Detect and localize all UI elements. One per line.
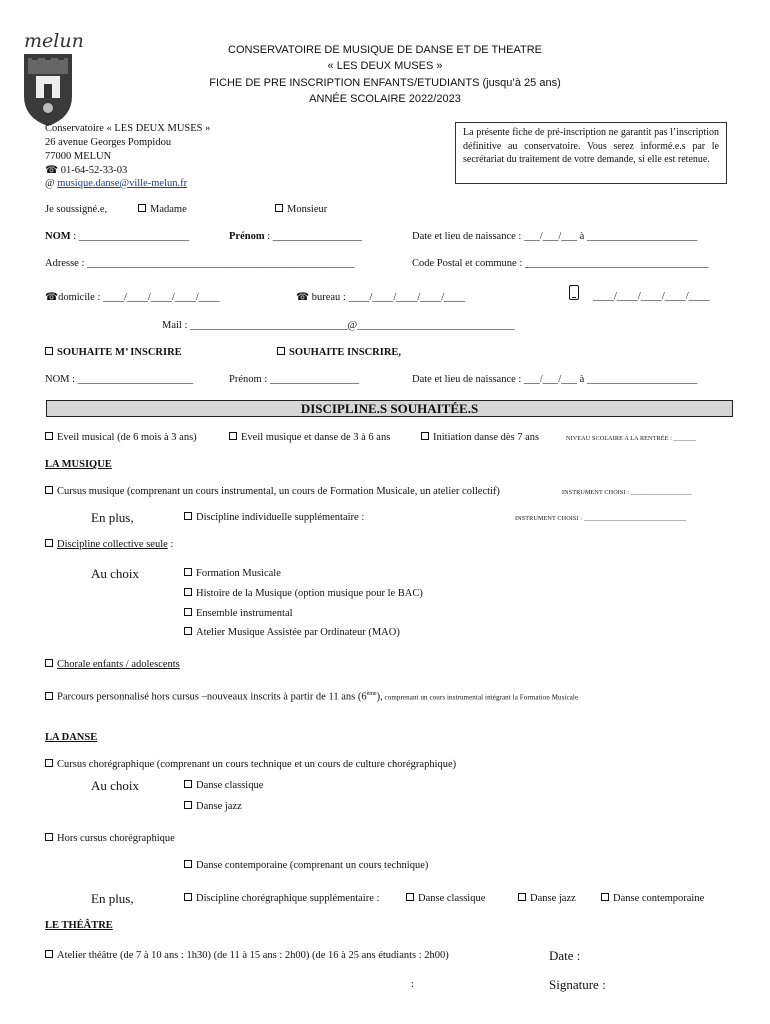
discipline-individuelle-label: Discipline individuelle supplémentaire : <box>196 512 365 523</box>
histoire-musique-label: Histoire de la Musique (option musique pour le BAC) <box>196 588 423 599</box>
discipline-individuelle-option[interactable] <box>184 512 364 523</box>
code-postal-field[interactable]: Code Postal et commune : ___________________________________ <box>412 258 709 269</box>
discipline-choregraphique-supp-checkbox[interactable] <box>184 893 192 901</box>
theatre-section-title: LE THÉÂTRE <box>45 920 113 931</box>
supp-classique-checkbox[interactable] <box>406 893 414 901</box>
prenom-label: Prénom <box>229 231 265 242</box>
supp-jazz-option[interactable] <box>518 893 576 904</box>
email-link[interactable]: musique.danse@ville-melun.fr <box>57 178 188 189</box>
danse-classique-label: Danse classique <box>196 780 264 791</box>
formation-musicale-label: Formation Musicale <box>196 568 281 579</box>
supp-contemporaine-option[interactable] <box>601 893 704 904</box>
en-plus-danse: En plus, <box>91 891 134 906</box>
ensemble-instrumental-label: Ensemble instrumental <box>196 608 293 619</box>
danse-classique-option[interactable] <box>184 780 263 791</box>
hors-cursus-checkbox[interactable] <box>45 833 53 841</box>
instrument-choisi-2[interactable]: INSTRUMENT CHOISI : ________________________________ <box>515 515 686 522</box>
notice-box: La présente fiche de pré-inscription ne garantit pas l’inscription définitive au conservatoire. Vous serez informé.e.s par le secrétariat du traitement de votre demande, si elle est retenue. <box>455 122 727 184</box>
nom-label: NOM <box>45 231 71 242</box>
conservatoire-name: Conservatoire « LES DEUX MUSES » <box>45 123 211 134</box>
madame-option[interactable] <box>138 204 187 215</box>
discipline-collective-suffix: : <box>167 539 174 550</box>
formation-musicale-checkbox[interactable] <box>184 568 192 576</box>
mobile-field[interactable]: ____/____/____/____/____ <box>593 291 710 302</box>
madame-checkbox[interactable] <box>138 204 146 212</box>
supp-classique-option[interactable] <box>406 893 485 904</box>
cursus-musique-label: Cursus musique (comprenant un cours instrumental, un cours de Formation Musicale, un atelier collectif) <box>57 486 500 497</box>
parcours-personnalise-option[interactable] <box>45 691 578 703</box>
discipline-choregraphique-supp-label: Discipline chorégraphique supplémentaire : <box>196 893 380 904</box>
madame-label: Madame <box>150 204 187 215</box>
histoire-musique-checkbox[interactable] <box>184 588 192 596</box>
souhaite-m-inscrire-checkbox[interactable] <box>45 347 53 355</box>
eveil-musical-option[interactable] <box>45 432 197 443</box>
nom2-field[interactable]: NOM : ______________________ <box>45 374 194 385</box>
colon-mark: : <box>411 979 414 990</box>
email-line <box>45 178 187 189</box>
discipline-collective-checkbox[interactable] <box>45 539 53 547</box>
supp-classique-label: Danse classique <box>418 893 486 904</box>
disciplines-title: DISCIPLINE.S SOUHAITÉE.S <box>46 400 733 417</box>
parcours-note: comprenant un cours instrumental intégrant la Formation Musicale <box>382 693 579 702</box>
niveau-scolaire-field[interactable]: NIVEAU SCOLAIRE A LA RENTRÉE : _______ <box>566 435 696 442</box>
danse-contemporaine-option[interactable] <box>184 860 428 871</box>
souhaite-m-inscrire-label: SOUHAITE M’ INSCRIRE <box>57 347 182 358</box>
initiation-danse-option[interactable] <box>421 432 539 443</box>
danse-section-title: LA DANSE <box>45 732 98 743</box>
signature-label: Signature : <box>549 977 606 992</box>
monsieur-label: Monsieur <box>287 204 328 215</box>
eveil-musique-danse-checkbox[interactable] <box>229 432 237 440</box>
discipline-choregraphique-supp-option[interactable] <box>184 893 379 904</box>
option-mao[interactable] <box>184 627 400 638</box>
supp-contemporaine-label: Danse contemporaine <box>613 893 705 904</box>
cursus-musique-checkbox[interactable] <box>45 486 53 494</box>
option-histoire-musique[interactable] <box>184 588 423 599</box>
header-line-4: ANNÉE SCOLAIRE 2022/2023 <box>309 93 461 105</box>
atelier-theatre-label: Atelier théâtre (de 7 à 10 ans : 1h30) (de 11 à 15 ans : 2h00) (de 16 à 25 ans étudiants : 2h00) <box>57 950 449 961</box>
mobile-phone-icon <box>569 285 579 300</box>
ensemble-instrumental-checkbox[interactable] <box>184 608 192 616</box>
souhaite-inscrire-option[interactable] <box>277 347 401 358</box>
en-plus-musique: En plus, <box>91 510 134 525</box>
date2-field[interactable]: Date et lieu de naissance : ___/___/___ à _____________________ <box>412 374 698 385</box>
cursus-choregraphique-checkbox[interactable] <box>45 759 53 767</box>
eveil-musical-label: Eveil musical (de 6 mois à 3 ans) <box>57 432 197 443</box>
street: 26 avenue Georges Pompidou <box>45 137 172 148</box>
logo-text: melun <box>24 30 84 52</box>
nom-line: : _____________________ <box>70 231 190 242</box>
parcours-personnalise-checkbox[interactable] <box>45 692 53 700</box>
au-choix-musique: Au choix <box>91 566 140 581</box>
soussigne-label: Je soussigné.e, <box>45 204 108 215</box>
option-formation-musicale[interactable] <box>184 568 281 579</box>
danse-jazz-option[interactable] <box>184 801 242 812</box>
atelier-theatre-checkbox[interactable] <box>45 950 53 958</box>
prenom2-field[interactable]: Prénom : _________________ <box>229 374 360 385</box>
header-line-3: FICHE DE PRE INSCRIPTION ENFANTS/ETUDIANTS (jusqu’à 25 ans) <box>209 77 561 89</box>
monsieur-option[interactable] <box>275 204 327 215</box>
hors-cursus-option[interactable] <box>45 833 175 844</box>
domicile-field[interactable]: ☎domicile : ____/____/____/____/____ <box>45 292 220 303</box>
atelier-theatre-option[interactable] <box>45 950 449 961</box>
mao-label: Atelier Musique Assistée par Ordinateur (MAO) <box>196 627 400 638</box>
danse-contemporaine-checkbox[interactable] <box>184 860 192 868</box>
adresse-field[interactable]: Adresse : ___________________________________________________ <box>45 258 355 269</box>
prenom-field[interactable] <box>229 231 362 242</box>
eveil-musique-danse-option[interactable] <box>229 432 390 443</box>
parcours-label-end: ), <box>376 691 383 703</box>
supp-jazz-checkbox[interactable] <box>518 893 526 901</box>
au-choix-danse: Au choix <box>91 778 140 793</box>
souhaite-inscrire-label: SOUHAITE INSCRIRE, <box>289 347 402 358</box>
header-line-2: « LES DEUX MUSES » <box>327 60 443 72</box>
mail-field[interactable]: Mail : ______________________________@______________________________ <box>162 320 515 331</box>
header-line-1: CONSERVATOIRE DE MUSIQUE DE DANSE ET DE THEATRE <box>228 44 542 56</box>
supp-contemporaine-checkbox[interactable] <box>601 893 609 901</box>
parcours-sup: ème <box>366 691 377 697</box>
prenom-line: : _________________ <box>264 231 362 242</box>
mao-checkbox[interactable] <box>184 627 192 635</box>
souhaite-m-inscrire-option[interactable] <box>45 347 182 358</box>
danse-jazz-checkbox[interactable] <box>184 801 192 809</box>
monsieur-checkbox[interactable] <box>275 204 283 212</box>
danse-contemporaine-label: Danse contemporaine (comprenant un cours technique) <box>196 860 429 871</box>
danse-jazz-label: Danse jazz <box>196 801 242 812</box>
discipline-collective-option[interactable] <box>45 539 173 550</box>
nom-field[interactable] <box>45 231 189 242</box>
chorale-option[interactable] <box>45 659 180 670</box>
supp-jazz-label: Danse jazz <box>530 893 576 904</box>
danse-classique-checkbox[interactable] <box>184 780 192 788</box>
phone: ☎ 01-64-52-33-03 <box>45 165 128 176</box>
musique-section-title: LA MUSIQUE <box>45 459 112 470</box>
parcours-label: Parcours personnalisé hors cursus –nouveaux inscrits à partir de 11 ans (6 <box>57 691 367 703</box>
eveil-musique-danse-label: Eveil musique et danse de 3 à 6 ans <box>241 432 391 443</box>
date-lieu-field[interactable]: Date et lieu de naissance : ___/___/___ à _____________________ <box>412 231 698 242</box>
cursus-musique-option[interactable] <box>45 486 500 497</box>
souhaite-inscrire-checkbox[interactable] <box>277 347 285 355</box>
cursus-choregraphique-label: Cursus chorégraphique (comprenant un cours technique et un cours de culture chorégraphique) <box>57 759 457 770</box>
discipline-collective-label: Discipline collective seule <box>57 539 168 550</box>
discipline-individuelle-checkbox[interactable] <box>184 512 192 520</box>
cursus-choregraphique-option[interactable] <box>45 759 456 770</box>
city: 77000 MELUN <box>45 151 112 162</box>
option-ensemble-instrumental[interactable] <box>184 608 293 619</box>
bureau-field[interactable]: ☎ bureau : ____/____/____/____/____ <box>296 292 466 303</box>
chorale-label: Chorale enfants / adolescents <box>57 659 180 670</box>
eveil-musical-checkbox[interactable] <box>45 432 53 440</box>
chorale-checkbox[interactable] <box>45 659 53 667</box>
instrument-choisi-1[interactable]: INSTRUMENT CHOISI : ___________________ <box>562 489 692 496</box>
initiation-danse-label: Initiation danse dès 7 ans <box>433 432 540 443</box>
email-prefix: @ <box>45 178 58 189</box>
hors-cursus-label: Hors cursus chorégraphique <box>57 833 175 844</box>
initiation-danse-checkbox[interactable] <box>421 432 429 440</box>
date-label: Date : <box>549 948 581 963</box>
